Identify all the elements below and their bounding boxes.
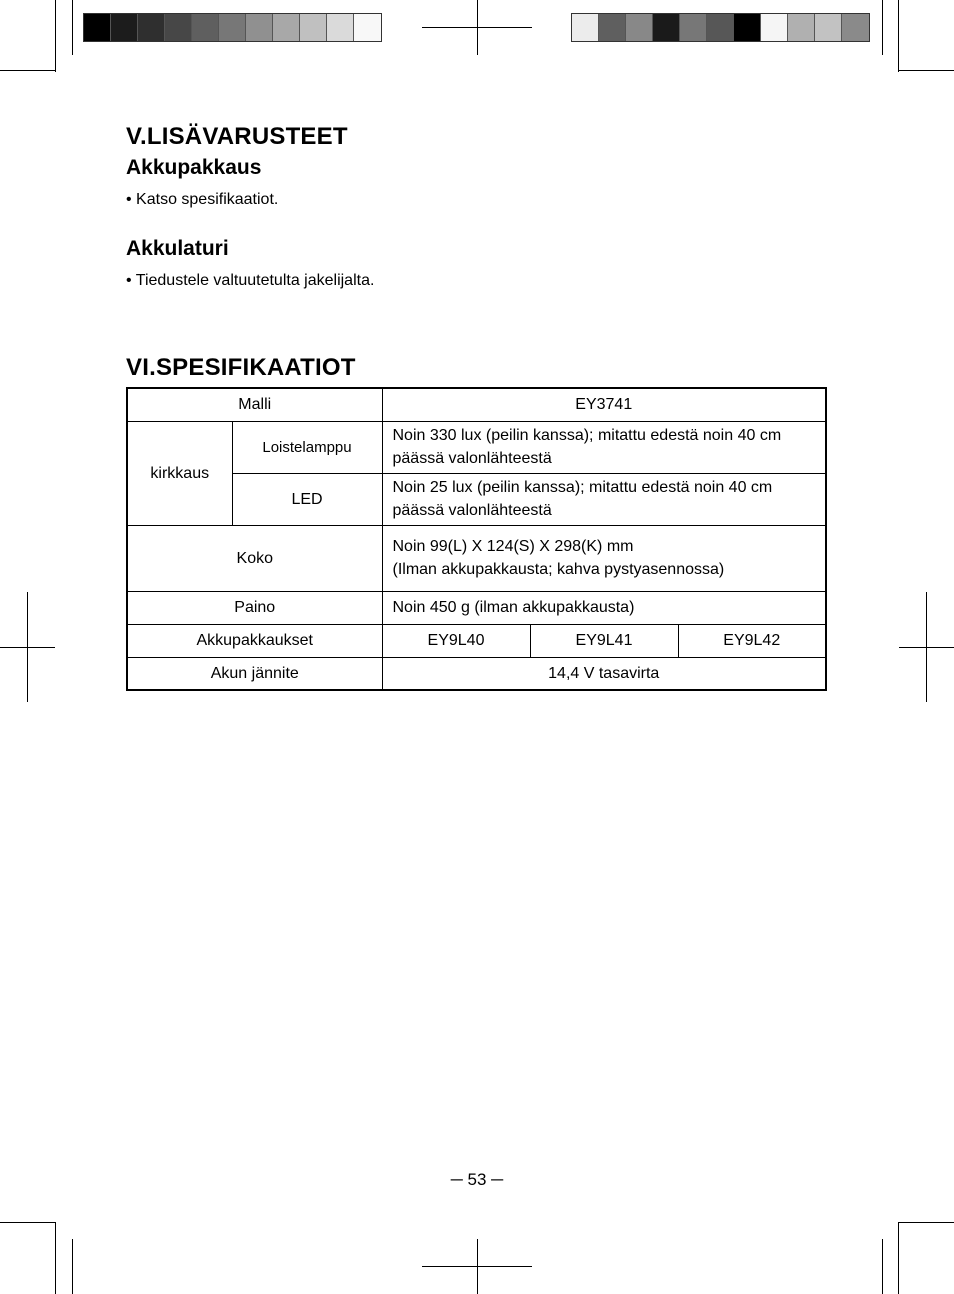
page-content: [126, 122, 827, 691]
color-swatch: [300, 14, 327, 41]
color-swatch: [246, 14, 273, 41]
spec-value-fluorescent-line2: päässä valonlähteestä: [392, 450, 552, 467]
spec-value-battery-pack-1: EY9L40: [382, 624, 530, 657]
color-swatch: [273, 14, 300, 41]
section-title-accessories: V.LISÄVARUSTEET: [126, 123, 348, 150]
spec-value-led: [382, 473, 826, 525]
color-swatch: [138, 14, 165, 41]
bullet-battery-pack: • Katso spesifikaatiot.: [126, 191, 279, 208]
color-swatch: [761, 14, 788, 41]
color-swatch: [842, 14, 869, 41]
table-row: [127, 657, 826, 690]
spec-value-voltage: 14,4 V tasavirta: [382, 657, 826, 690]
color-swatch: [572, 14, 599, 41]
spec-label-weight: Paino: [127, 591, 382, 624]
subheading-battery-pack: Akkupakkaus: [126, 156, 262, 179]
spec-table: [126, 387, 827, 691]
spec-label-size: Koko: [127, 525, 382, 591]
subheading-charger: Akkulaturi: [126, 237, 229, 260]
table-row: [127, 388, 826, 421]
spec-label-model: Malli: [127, 388, 382, 421]
color-bar-left: [83, 13, 382, 42]
color-swatch: [626, 14, 653, 41]
color-swatch: [680, 14, 707, 41]
spec-value-size-line1: Noin 99(L) X 124(S) X 298(K) mm: [392, 538, 634, 555]
color-swatch: [354, 14, 381, 41]
color-swatch: [219, 14, 246, 41]
spec-value-battery-pack-3: EY9L42: [678, 624, 826, 657]
spec-value-led-line1: Noin 25 lux (peilin kanssa); mitattu edestä noin 40 cm: [392, 479, 773, 496]
table-row: [127, 624, 826, 657]
color-swatch: [707, 14, 734, 41]
spec-value-fluorescent-line1: Noin 330 lux (peilin kanssa); mitattu edestä noin 40 cm: [392, 427, 782, 444]
color-swatch: [815, 14, 842, 41]
spec-label-led: LED: [232, 473, 382, 525]
spec-value-weight: Noin 450 g (ilman akkupakkausta): [382, 591, 826, 624]
spec-label-fluorescent: Loistelamppu: [232, 421, 382, 473]
spec-label-battery-packs: Akkupakkaukset: [127, 624, 382, 657]
section-title-specifications: VI.SPESIFIKAATIOT: [126, 354, 356, 381]
spec-label-brightness: kirkkaus: [127, 421, 232, 525]
table-row: [127, 421, 826, 473]
color-swatch: [788, 14, 815, 41]
spec-value-size-line2: (Ilman akkupakkausta; kahva pystyasennossa): [392, 561, 725, 578]
bullet-charger: • Tiedustele valtuutetulta jakelijalta.: [126, 272, 375, 289]
color-swatch: [327, 14, 354, 41]
spec-value-size: [382, 525, 826, 591]
spec-value-led-line2: päässä valonlähteestä: [392, 502, 552, 519]
color-swatch: [599, 14, 626, 41]
page-number: ─ 53 ─: [450, 1170, 504, 1189]
table-row: [127, 591, 826, 624]
table-row: [127, 473, 826, 525]
color-swatch: [653, 14, 680, 41]
color-swatch: [84, 14, 111, 41]
color-swatch: [111, 14, 138, 41]
spec-value-fluorescent: [382, 421, 826, 473]
spec-value-model: EY3741: [382, 388, 826, 421]
spec-label-voltage: Akun jännite: [127, 657, 382, 690]
color-swatch: [165, 14, 192, 41]
table-row: [127, 525, 826, 591]
color-swatch: [734, 14, 761, 41]
color-swatch: [192, 14, 219, 41]
spec-value-battery-pack-2: EY9L41: [530, 624, 678, 657]
color-bar-right: [571, 13, 870, 42]
